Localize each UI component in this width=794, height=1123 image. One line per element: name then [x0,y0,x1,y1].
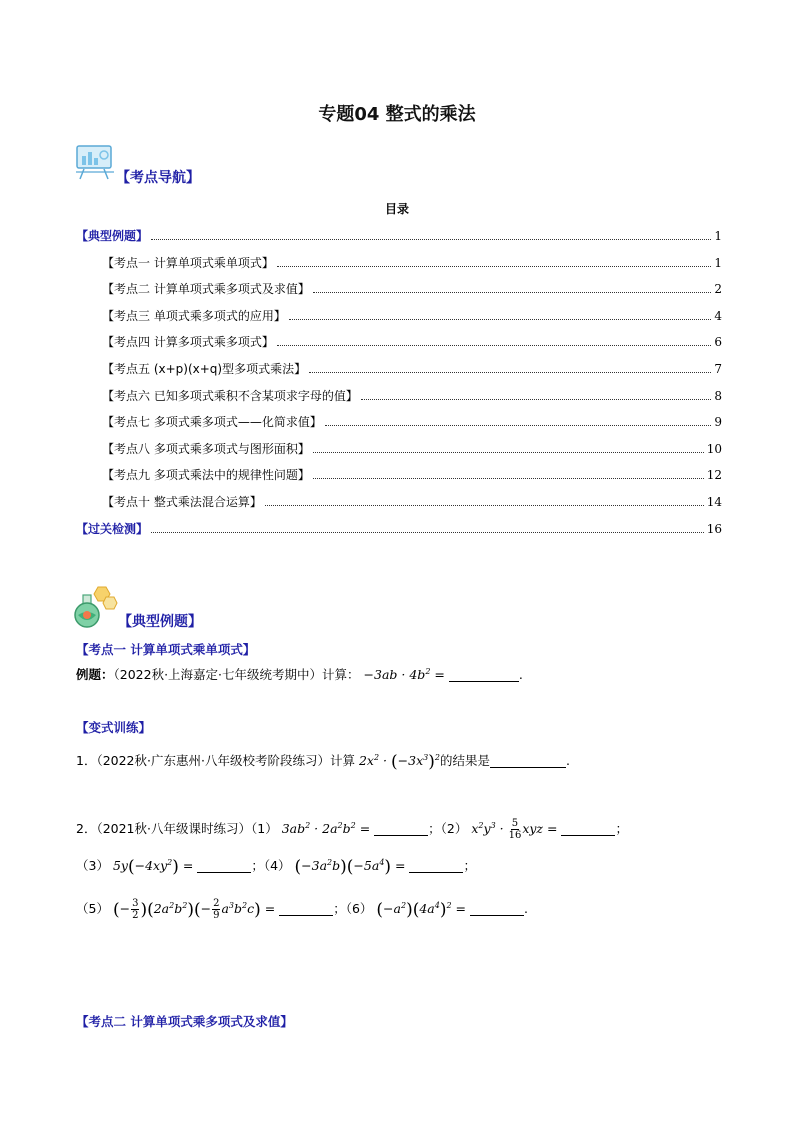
q2-part4-blank[interactable] [409,858,463,873]
toc-leader-dots [313,451,704,453]
toc-row[interactable] [76,280,722,298]
q2-semicolon-2: ； [463,858,476,873]
toc-row[interactable] [76,307,722,325]
toc-leader-dots [361,398,712,400]
toc-row[interactable] [76,413,722,431]
toc-row[interactable] [76,387,722,405]
toc-leader-dots [151,531,704,533]
toc-leader-dots [151,238,711,240]
toc-row[interactable] [76,227,722,245]
toc-row-label: 【考点四 计算多项式乘多项式】 [102,335,274,350]
toc-row-page: 1 [714,229,722,243]
q2-part2-label: ；（2） [428,821,468,836]
toc-row-page: 9 [714,415,722,430]
q2-part3-label: （3） [76,858,109,873]
toc-row-label: 【过关检测】 [76,521,149,536]
toc-row[interactable] [76,440,722,458]
toc-row-label: 【考点一 计算单项式乘单项式】 [102,255,274,270]
toc-row[interactable] [76,520,722,538]
q1-expression: $2x^2 \cdot (-3x^3)^2$ [358,752,440,772]
table-of-contents [76,227,722,546]
q2-part3-expression: $5y(-4xy^2)$ = [112,857,198,877]
point1-header: 【考点一 计算单项式乘单项式】 [76,642,256,657]
toc-row-label: 【考点五 (x+p)(x+q)型多项式乘法】 [102,361,307,376]
toc-row-page: 10 [706,441,722,456]
flask-icon [74,585,118,629]
toc-row-label: 【考点三 单项式乘多项式的应用】 [102,308,286,323]
q2-number: 2． [76,821,97,836]
nav-header: 【考点导航】 [116,170,200,186]
q2-part5-label: （5） [76,901,109,916]
toc-row-page: 1 [714,255,722,270]
toc-row-page: 7 [714,361,722,376]
toc-row[interactable] [76,333,722,351]
toc-row-label: 【考点九 多项式乘法中的规律性问题】 [102,468,310,483]
q2-end: . [524,901,528,916]
q2-part6-expression: $(-a^2)(4a^4)^2$ = [376,900,470,920]
toc-row-page: 4 [714,308,722,323]
toc-row[interactable] [76,360,722,378]
toc-row[interactable] [76,466,722,484]
q2-semicolon-1: ； [615,821,628,836]
toc-row-page: 14 [706,494,722,509]
q1-suffix: 的结果是 [439,753,490,768]
q2-part4-label: ；（4） [251,858,291,873]
toc-row-label: 【考点七 多项式乘多项式——化简求值】 [102,415,322,430]
toc-row-page: 8 [714,388,722,403]
example-line [76,666,523,684]
question-2-line-2 [76,857,476,876]
variation-header: 【变式训练】 [76,720,152,735]
toc-leader-dots [309,371,711,373]
q2-part4-expression: $(-3a^2b)(-5a^4)$ = [294,857,410,877]
toc-leader-dots [313,291,712,293]
toc-row-label: 【考点八 多项式乘多项式与图形面积】 [102,441,310,456]
example-answer-blank[interactable] [449,667,519,682]
toc-leader-dots [289,318,712,320]
toc-row-label: 【典型例题】 [76,229,149,243]
question-1 [76,752,570,771]
examples-section [74,585,274,629]
toc-heading: 目录 [384,202,409,216]
toc-row-label: 【考点十 整式乘法混合运算】 [102,494,262,509]
q2-part2-expression: $x^2y^3$ · $\frac{5}{16}$ xyz = [471,818,562,841]
point2-header: 【考点二 计算单项式乘多项式及求值】 [76,1014,293,1029]
toc-row[interactable] [76,493,722,511]
presentation-board-icon [74,143,116,183]
nav-section [74,143,234,186]
q2-part1-label: （1） [251,821,278,836]
examples-header: 【典型例题】 [118,614,202,630]
q2-part5-expression: (− $\frac{3}{2}$ )$(2a^2b^2)(-$ $\frac{2}{9}$ $a^3b^2c$) = [112,898,280,921]
toc-leader-dots [277,344,712,346]
toc-leader-dots [325,424,712,426]
toc-leader-dots [265,504,704,506]
q2-part5-blank[interactable] [279,901,333,916]
example-expression: $-3ab \cdot 4b^2$ = [363,667,449,682]
example-prefix: 例题： [76,667,114,682]
toc-row-page: 2 [714,282,722,297]
toc-row-label: 【考点二 计算单项式乘多项式及求值】 [102,282,310,297]
question-2-line-3 [76,898,528,921]
q2-part1-expression: $3ab^2 \cdot 2a^2b^2$ = [281,821,375,836]
page-title: 专题04 整式的乘法 [318,104,476,125]
q1-answer-blank[interactable] [490,753,566,768]
q1-number: 1． [76,753,97,768]
q2-part1-blank[interactable] [374,821,428,836]
example-source: （2022秋·上海嘉定·七年级统考期中）计算： [113,667,360,682]
q2-source: （2021秋·八年级课时练习） [96,821,251,836]
toc-row-label: 【考点六 已知多项式乘积不含某项求字母的值】 [102,388,358,403]
toc-row-page: 12 [706,468,722,483]
toc-row[interactable] [76,254,722,272]
q1-end: . [565,753,570,768]
toc-row-page: 16 [706,521,722,536]
q2-part6-label: ；（6） [333,901,373,916]
question-2-line-1 [76,818,628,841]
toc-row-page: 6 [714,335,722,350]
q2-part2-blank[interactable] [561,821,615,836]
q2-part3-blank[interactable] [197,858,251,873]
q1-source: （2022秋·广东惠州·八年级校考阶段练习）计算 [96,753,355,768]
example-suffix: . [518,667,523,682]
toc-leader-dots [313,477,704,479]
q2-part6-blank[interactable] [470,901,524,916]
toc-leader-dots [277,265,712,267]
